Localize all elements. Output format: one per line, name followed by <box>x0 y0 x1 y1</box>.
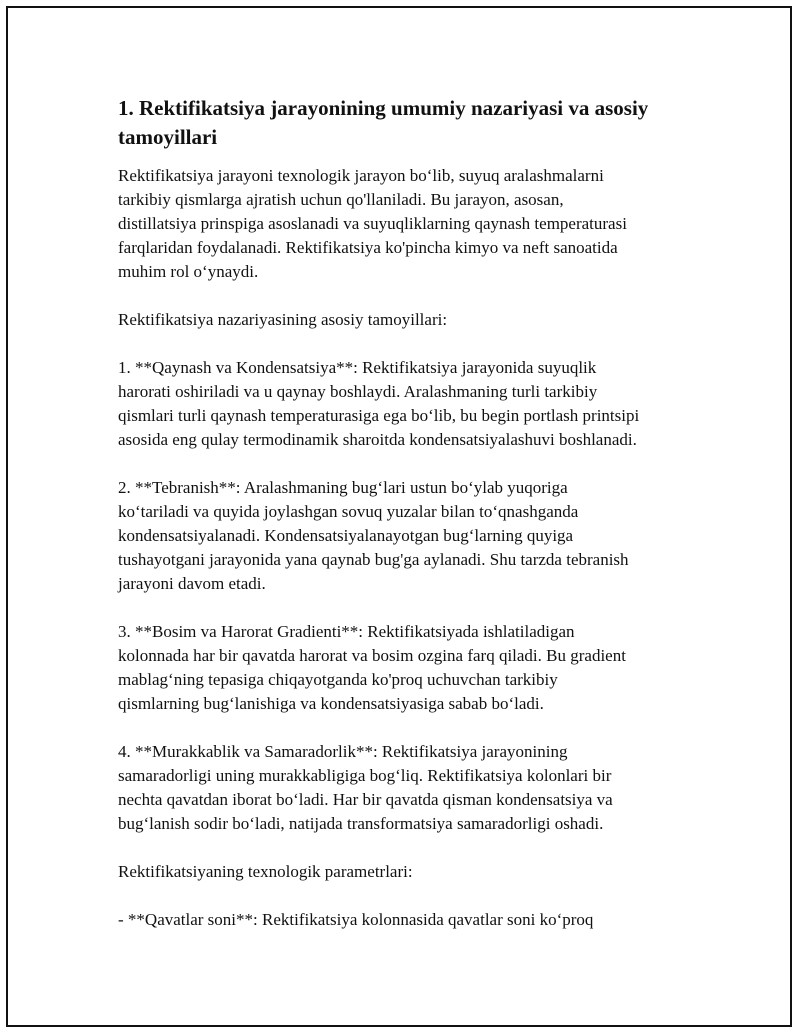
parameters-intro: Rektifikatsiyaning texnologik parametrlari: <box>118 862 413 881</box>
parameter-1: - **Qavatlar soni**: Rektifikatsiya kolonnasida qavatlar soni ko‘proq <box>118 910 594 929</box>
document-body <box>118 94 702 956</box>
principle-1: 1. **Qaynash va Kondensatsiya**: Rektifikatsiya jarayonida suyuqlik harorati oshiriladi va u qaynay boshlaydi. Aralashmaning turli tarkibiy qismlari turli qaynash temperaturasiga ega bo‘lib, bu begin portlash printsipi asosida eng qulay termodinamik sharoitda kondensatsiyalashuvi boshlanadi. <box>118 358 640 449</box>
section-heading: 1. Rektifikatsiya jarayonining umumiy nazariyasi va asosiy tamoyillari <box>118 96 649 149</box>
principles-intro: Rektifikatsiya nazariyasining asosiy tamoyillari: <box>118 310 448 329</box>
intro-paragraph: Rektifikatsiya jarayoni texnologik jarayon bo‘lib, suyuq aralashmalarni tarkibiy qismlarga ajratish uchun qo'llaniladi. Bu jarayon, asosan, distillatsiya prinspiga asoslanadi va suyuqliklarning qaynash temperaturasi farqlaridan foydalanadi. Rektifikatsiya ko'pincha kimyo va neft sanoatida muhim rol o‘ynaydi. <box>118 166 627 281</box>
principle-4: 4. **Murakkablik va Samaradorlik**: Rektifikatsiya jarayonining samaradorligi uning murakkabligiga bog‘liq. Rektifikatsiya kolonlari bir nechta qavatdan iborat bo‘ladi. Har bir qavatda qisman kondensatsiya va bug‘lanish sodir bo‘ladi, natijada transformatsiya samaradorligi oshadi. <box>118 742 613 833</box>
principle-2: 2. **Tebranish**: Aralashmaning bug‘lari ustun bo‘ylab yuqoriga ko‘tariladi va quyida joylashgan sovuq yuzalar bilan to‘qnashganda kondensatsiyalanadi. Kondensatsiyalanayotgan bug‘larning quyiga tushayotgani jarayonida yana qaynab bug'ga aylanadi. Shu tarzda tebranish jarayoni davom etadi. <box>118 478 629 593</box>
principle-3: 3. **Bosim va Harorat Gradienti**: Rektifikatsiyada ishlatiladigan kolonnada har bir qavatda harorat va bosim ozgina farq qiladi. Bu gradient mablag‘ning tepasiga chiqayotganda ko'proq uchuvchan tarkibiy qismlarning bug‘lanishiga va kondensatsiyasiga sabab bo‘ladi. <box>118 622 626 713</box>
